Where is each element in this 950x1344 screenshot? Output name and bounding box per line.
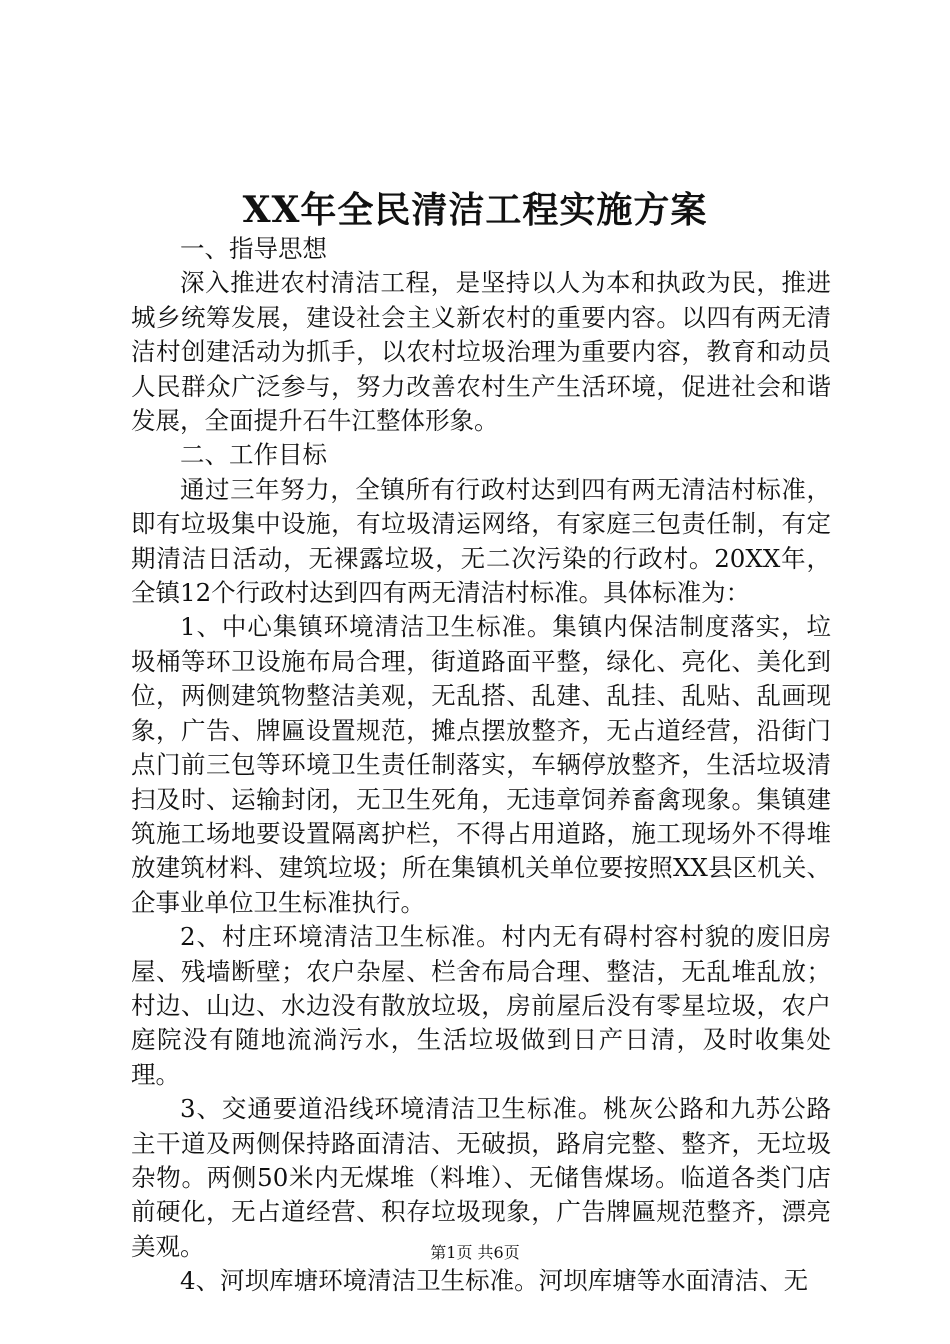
paragraph-guiding-ideology: 深入推进农村清洁工程，是坚持以人为本和执政为民，推进城乡统筹发展，建设社会主义新农村的重要内容。以四有两无清洁村创建活动为抓手，以农村垃圾治理为重要内容，教育和动员人民群众广泛参与，努力改善农村生产生活环境，促进社会和谐发展，全面提升石牛江整体形象。 [131,268,831,436]
paragraph-standard-waters: 4、河坝库塘环境清洁卫生标准。河坝库塘等水面清洁、无 [180,1266,809,1296]
page-footer: 第1页 共6页 [430,1243,520,1262]
paragraph-work-goals: 通过三年努力，全镇所有行政村达到四有两无清洁村标准，即有垃圾集中设施，有垃圾清运网络，有家庭三包责任制，有定期清洁日活动，无裸露垃圾，无二次污染的行政村。20XX年，全镇12个行政村达到四有两无清洁村标准。具体标准为： [131,474,831,608]
paragraph-standard-roads: 3、交通要道沿线环境清洁卫生标准。桃灰公路和九苏公路主干道及两侧保持路面清洁、无破损，路肩完整、整齐，无垃圾杂物。两侧50米内无煤堆（料堆）、无储售煤场。临道各类门店前硬化，无占道经营、积存垃圾现象，广告牌匾规范整齐，漂亮美观。 [131,1094,831,1261]
document-body [131,232,831,1299]
section-heading-guiding-ideology: 一、指导思想 [180,234,327,263]
paragraph-standard-town: 1、中心集镇环境清洁卫生标准。集镇内保洁制度落实，垃圾桶等环卫设施布局合理，街道路面平整，绿化、亮化、美化到位，两侧建筑物整洁美观，无乱搭、乱建、乱挂、乱贴、乱画现象，广告、牌匾设置规范，摊点摆放整齐，无占道经营，沿街门点门前三包等环境卫生责任制落实，车辆停放整齐，生活垃圾清扫及时、运输封闭，无卫生死角，无违章饲养畜禽现象。集镇建筑施工场地要设置隔离护栏，不得占用道路，施工现场外不得堆放建筑材料、建筑垃圾；所在集镇机关单位要按照XX县区机关、企事业单位卫生标准执行。 [131,612,831,917]
section-heading-work-goals: 二、工作目标 [180,440,327,470]
document-title: XX年全民清洁工程实施方案 [242,189,708,231]
paragraph-standard-village: 2、村庄环境清洁卫生标准。村内无有碍村容村貌的废旧房屋、残墙断壁；农户杂屋、栏舍布局合理、整洁，无乱堆乱放；村边、山边、水边没有散放垃圾，房前屋后没有零星垃圾，农户庭院没有随地流淌污水，生活垃圾做到日产日清，及时收集处理。 [131,922,831,1089]
